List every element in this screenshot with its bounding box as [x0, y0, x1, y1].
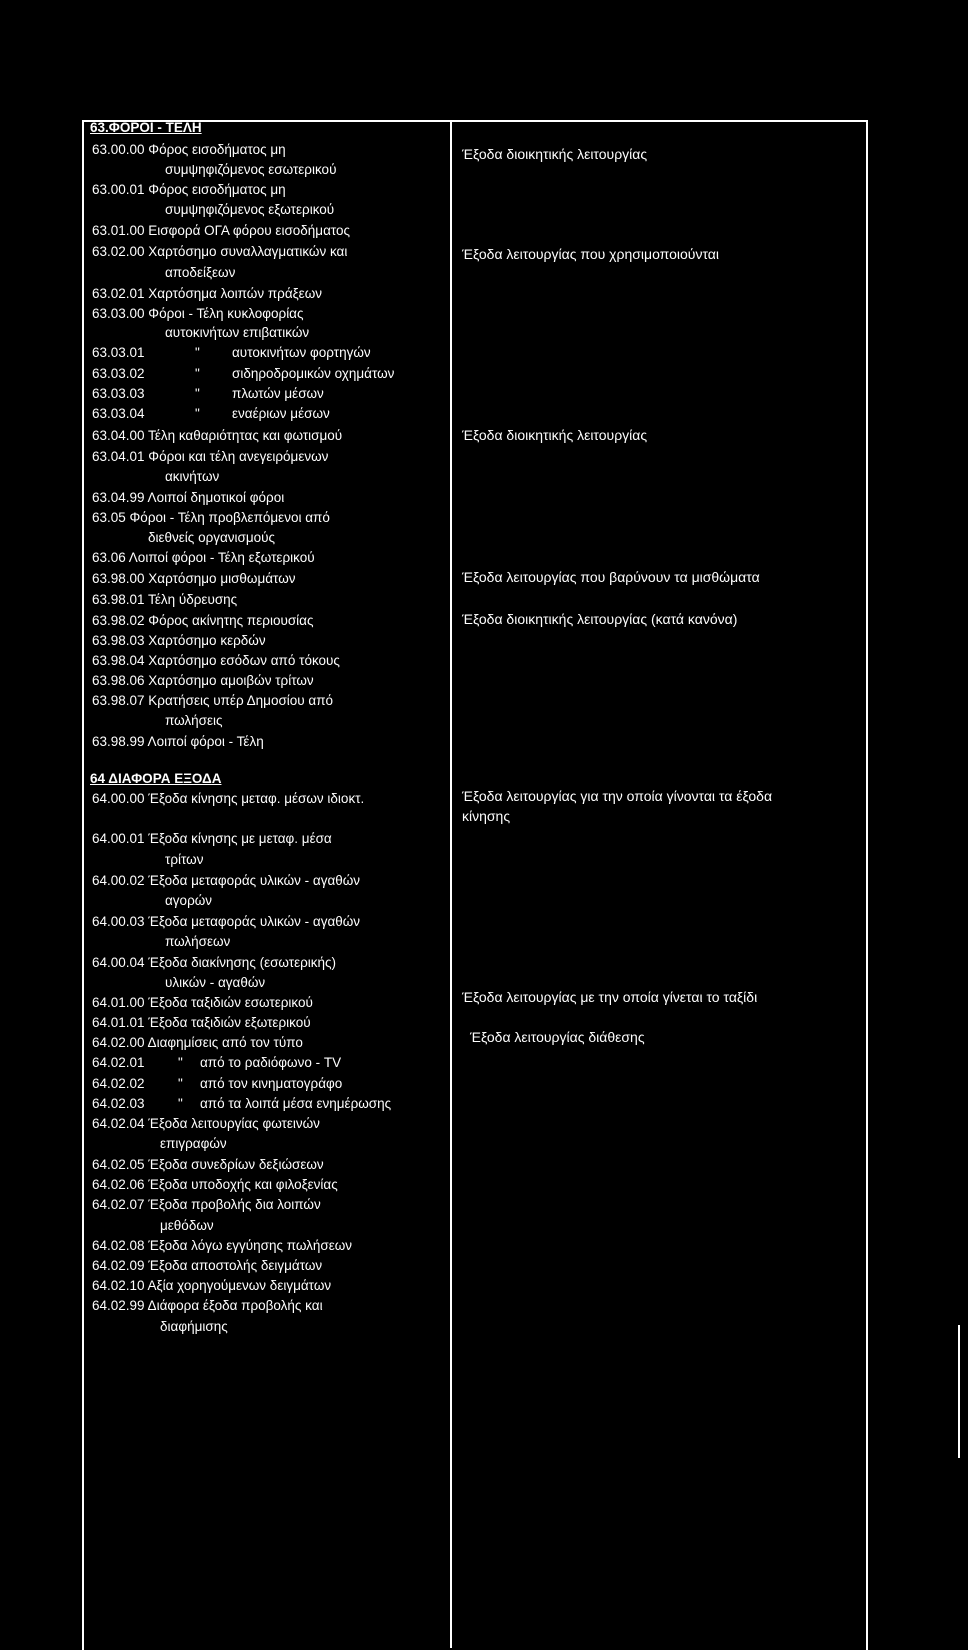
- function-note: Έξοδα διοικητικής λειτουργίας (κατά κανόνα): [462, 611, 738, 627]
- account-line: 64.01.01 Έξοδα ταξιδιών εξωτερικού: [92, 1015, 311, 1030]
- account-line: 63.02.01 Χαρτόσημα λοιπών πράξεων: [92, 286, 322, 301]
- table-right-border: [866, 120, 868, 1650]
- account-line: 64.02.01: [92, 1055, 145, 1070]
- account-line: 63.98.04 Χαρτόσημο εσόδων από τόκους: [92, 653, 340, 668]
- account-line: συμψηφιζόμενος εσωτερικού: [165, 162, 337, 177]
- account-line: 64.00.02 Έξοδα μεταφοράς υλικών - αγαθών: [92, 873, 361, 888]
- account-line: 64.02.04 Έξοδα λειτουργίας φωτεινών: [92, 1116, 320, 1131]
- account-line: 63.98.00 Χαρτόσημο μισθωμάτων: [92, 571, 296, 586]
- function-note: κίνησης: [462, 808, 511, 824]
- account-line: 63.03.01: [92, 345, 145, 360]
- account-line: 64.02.02: [92, 1076, 145, 1091]
- account-line: 63.98.06 Χαρτόσημο αμοιβών τρίτων: [92, 673, 314, 688]
- table-column-divider: [450, 120, 452, 1648]
- account-line: πλωτών μέσων: [232, 386, 324, 401]
- account-line: 63.00.01 Φόρος εισοδήματος μη: [92, 182, 286, 197]
- account-line: 63.01.00 Εισφορά ΟΓΑ φόρου εισοδήματος: [92, 223, 351, 238]
- account-line: σιδηροδρομικών οχημάτων: [232, 366, 395, 381]
- account-line: υλικών - αγαθών: [165, 975, 266, 990]
- account-line: αγορών: [165, 893, 213, 908]
- section-header-63: 63.ΦΟΡΟΙ - ΤΕΛΗ: [90, 120, 202, 135]
- account-line: 64.02.10 Αξία χορηγούμενων δειγμάτων: [92, 1278, 332, 1293]
- account-line: αποδείξεων: [165, 265, 236, 280]
- account-line: από τα λοιπά μέσα ενημέρωσης: [200, 1096, 392, 1111]
- account-line: επιγραφών: [160, 1136, 227, 1151]
- section-header-64: 64 ΔΙΑΦΟΡΑ ΕΞΟΔΑ: [90, 771, 222, 786]
- account-line: αυτοκινήτων φορτηγών: [232, 345, 371, 360]
- account-line: 64.00.01 Έξοδα κίνησης με μεταφ. μέσα: [92, 831, 332, 846]
- account-line: 63.98.07 Κρατήσεις υπέρ Δημοσίου από: [92, 693, 334, 708]
- account-line: ακινήτων: [165, 469, 220, 484]
- ditto-mark: ": [195, 345, 200, 360]
- account-line: μεθόδων: [160, 1218, 214, 1233]
- ditto-mark: ": [178, 1096, 183, 1111]
- account-line: πωλήσεων: [165, 934, 231, 949]
- account-line: από το ραδιόφωνο - TV: [200, 1055, 342, 1070]
- account-line: 64.00.00 Έξοδα κίνησης μεταφ. μέσων ιδιοκτ.: [92, 791, 365, 806]
- account-line: 64.00.03 Έξοδα μεταφοράς υλικών - αγαθών: [92, 914, 361, 929]
- account-line: 63.04.99 Λοιποί δημοτικοί φόροι: [92, 490, 285, 505]
- ditto-mark: ": [178, 1076, 183, 1091]
- ditto-mark: ": [195, 386, 200, 401]
- account-line: 63.98.03 Χαρτόσημο κερδών: [92, 633, 266, 648]
- account-line: 63.98.02 Φόρος ακίνητης περιουσίας: [92, 613, 314, 628]
- account-line: 63.04.01 Φόροι και τέλη ανεγειρόμενων: [92, 449, 329, 464]
- account-line: 64.02.07 Έξοδα προβολής δια λοιπών: [92, 1197, 321, 1212]
- function-note: Έξοδα λειτουργίας που χρησιμοποιούνται: [462, 246, 719, 262]
- ditto-mark: ": [195, 366, 200, 381]
- account-line: διεθνείς οργανισμούς: [148, 530, 276, 545]
- account-line: 64.00.04 Έξοδα διακίνησης (εσωτερικής): [92, 955, 337, 970]
- account-line: 63.98.99 Λοιποί φόροι - Τέλη: [92, 734, 264, 749]
- function-note: Έξοδα διοικητικής λειτουργίας: [462, 146, 648, 162]
- table-left-border: [82, 120, 84, 1650]
- account-line: 63.03.02: [92, 366, 145, 381]
- account-line: 63.98.01 Τέλη ύδρευσης: [92, 592, 238, 607]
- account-line: τρίτων: [165, 852, 204, 867]
- account-line: 64.02.03: [92, 1096, 145, 1111]
- account-line: 63.05 Φόροι - Τέλη προβλεπόμενοι από: [92, 510, 330, 525]
- account-line: 64.02.08 Έξοδα λόγω εγγύησης πωλήσεων: [92, 1238, 353, 1253]
- account-line: αυτοκινήτων επιβατικών: [165, 325, 310, 340]
- account-line: 63.00.00 Φόρος εισοδήματος μη: [92, 142, 286, 157]
- account-line: 63.06 Λοιποί φόροι - Τέλη εξωτερικού: [92, 550, 315, 565]
- account-line: 63.02.00 Χαρτόσημο συναλλαγματικών και: [92, 244, 348, 259]
- account-line: 64.02.00 Διαφημίσεις από τον τύπο: [92, 1035, 303, 1050]
- account-line: 64.02.99 Διάφορα έξοδα προβολής και: [92, 1298, 323, 1313]
- account-line: 63.03.04: [92, 406, 145, 421]
- account-line: 63.04.00 Τέλη καθαριότητας και φωτισμού: [92, 428, 343, 443]
- function-note: Έξοδα λειτουργίας που βαρύνουν τα μισθώματα: [462, 569, 760, 585]
- account-line: 63.03.03: [92, 386, 145, 401]
- ditto-mark: ": [178, 1055, 183, 1070]
- account-line: πωλήσεις: [165, 713, 223, 728]
- page-edge-line: [958, 1325, 960, 1458]
- account-line: 64.02.09 Έξοδα αποστολής δειγμάτων: [92, 1258, 323, 1273]
- account-line: 64.02.06 Έξοδα υποδοχής και φιλοξενίας: [92, 1177, 338, 1192]
- account-line: εναέριων μέσων: [232, 406, 330, 421]
- account-line: 64.02.05 Έξοδα συνεδρίων δεξιώσεων: [92, 1157, 324, 1172]
- function-note: Έξοδα λειτουργίας με την οποία γίνεται το ταξίδι: [462, 989, 758, 1005]
- function-note: Έξοδα λειτουργίας διάθεσης: [470, 1029, 645, 1045]
- function-note: Έξοδα διοικητικής λειτουργίας: [462, 427, 648, 443]
- account-line: διαφήμισης: [160, 1319, 228, 1334]
- account-line: 64.01.00 Έξοδα ταξιδιών εσωτερικού: [92, 995, 313, 1010]
- account-line: συμψηφιζόμενος εξωτερικού: [165, 202, 335, 217]
- account-line: από τον κινηματογράφο: [200, 1076, 343, 1091]
- account-line: 63.03.00 Φόροι - Τέλη κυκλοφορίας: [92, 306, 304, 321]
- ditto-mark: ": [195, 406, 200, 421]
- function-note: Έξοδα λειτουργίας για την οποία γίνονται τα έξοδα: [462, 788, 773, 804]
